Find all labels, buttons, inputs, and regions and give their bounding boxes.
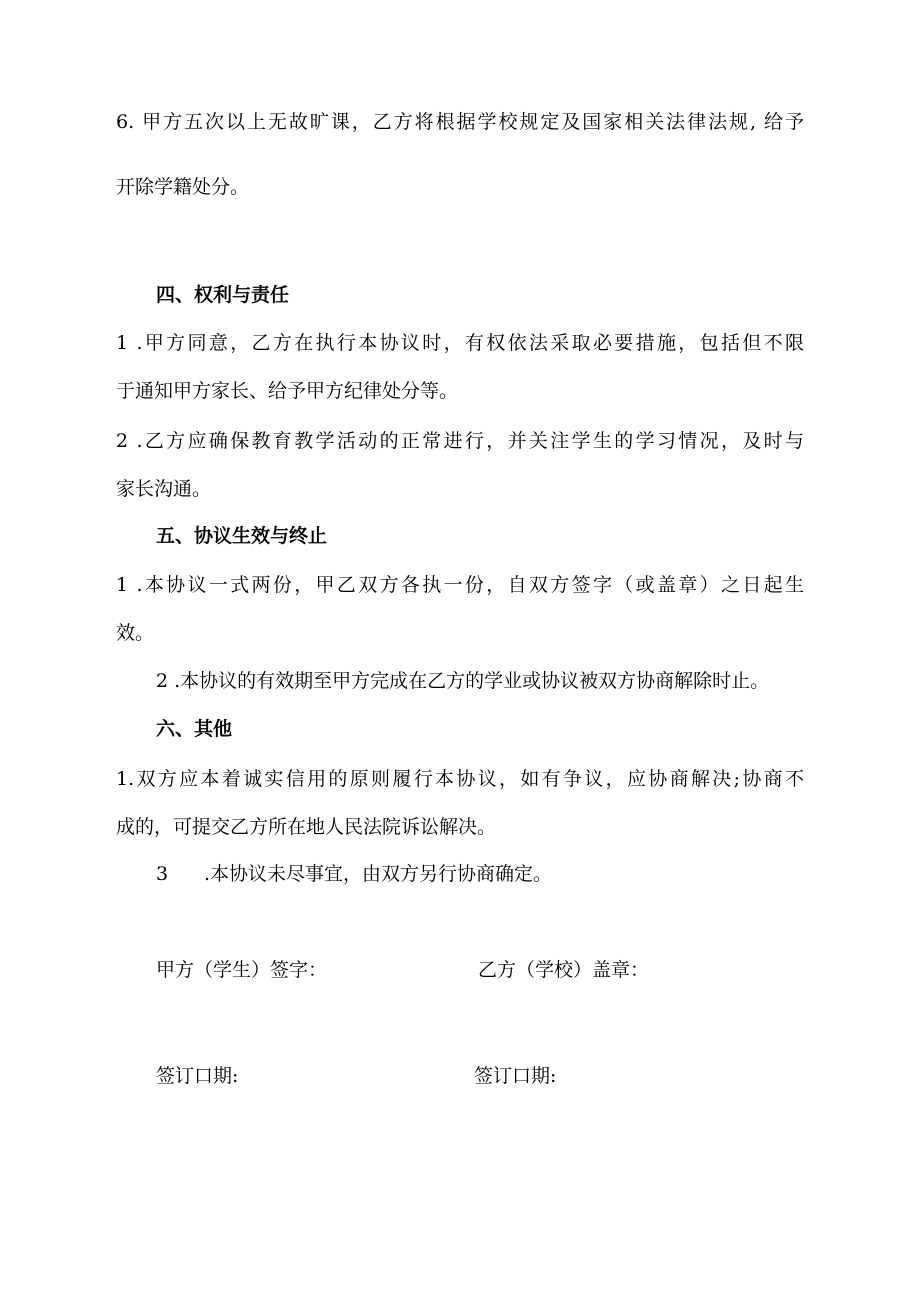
party-b-date-label: 签订口期: [474,1065,557,1087]
section-5-item-1-line-2: 效。 [116,622,155,644]
party-a-signature-label: 甲方（学生）签字： [156,959,328,981]
party-a-date-label: 签订口期: [156,1065,239,1087]
section-4-item-1-line-2: 于通知甲方家长、给予甲方纪律处分等。 [116,380,459,402]
section-6-item-3-text: .本协议未尽事宜，由双方另行协商确定。 [204,863,553,885]
section-4-item-1-line-1: 1 .甲方同意，乙方在执行本协议时，有权依法采取必要措施，包括但不限 [116,332,804,354]
section-6-item-3-number: 3 [156,863,169,885]
clause-6-line-2: 开除学籍处分。 [116,176,250,198]
section-6-item-1-line-2: 成的，可提交乙方所在地人民法院诉讼解决。 [116,816,497,838]
section-5-heading: 五、协议生效与终止 [156,525,328,547]
section-5-item-2: 2 .本协议的有效期至甲方完成在乙方的学业或协议被双方协商解除时止。 [156,670,770,692]
section-6-heading: 六、其他 [156,718,233,740]
party-b-seal-label: 乙方（学校）盖章： [478,959,650,981]
section-5-item-1-line-1: 1 .本协议一式两份，甲乙双方各执一份，自双方签字（或盖章）之日起生 [116,574,804,596]
section-4-item-2-line-1: 2 .乙方应确保教育教学活动的正常进行，并关注学生的学习情况，及时与 [116,430,804,452]
section-4-item-2-line-2: 家长沟通。 [116,478,212,500]
section-4-heading: 四、权利与责任 [156,284,290,306]
clause-6-line-1: 6. 甲方五次以上无故旷课，乙方将根据学校规定及国家相关法律法规, 给予 [116,111,804,133]
section-6-item-1-line-1: 1.双方应本着诚实信用的原则履行本协议，如有争议，应协商解决;协商不 [116,768,804,790]
